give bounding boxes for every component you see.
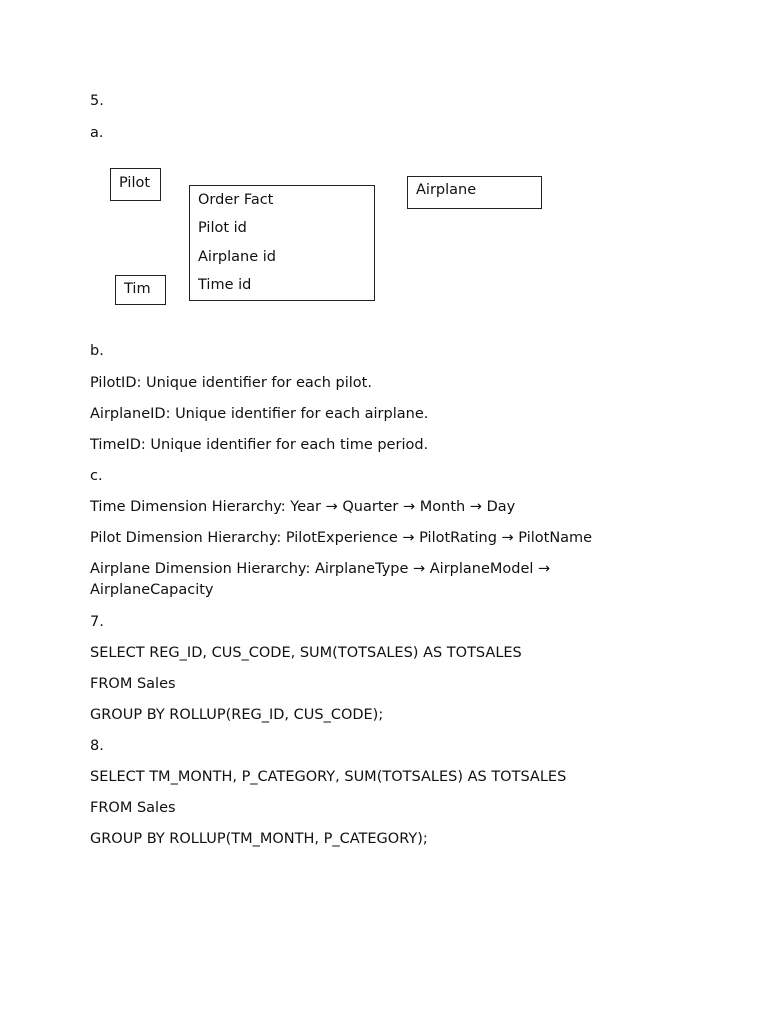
key-description-time: TimeID: Unique identifier for each time period. bbox=[90, 437, 429, 453]
time-dimension-box bbox=[115, 275, 166, 305]
q8-sql-from: FROM Sales bbox=[90, 800, 176, 816]
hierarchy-airplane-continued: AirplaneCapacity bbox=[90, 582, 214, 598]
part-b-label: b. bbox=[90, 343, 104, 359]
q7-sql-group-by: GROUP BY ROLLUP(REG_ID, CUS_CODE); bbox=[90, 707, 384, 723]
question-8-number: 8. bbox=[90, 738, 104, 754]
fact-field-airplane-id: Airplane id bbox=[198, 249, 276, 265]
hierarchy-pilot: Pilot Dimension Hierarchy: PilotExperience → PilotRating → PilotName bbox=[90, 530, 593, 546]
pilot-dimension-box bbox=[110, 168, 161, 201]
fact-field-pilot-id: Pilot id bbox=[198, 220, 247, 236]
airplane-dimension-label: Airplane bbox=[416, 182, 477, 198]
q7-sql-select: SELECT REG_ID, CUS_CODE, SUM(TOTSALES) AS TOTSALES bbox=[90, 645, 522, 661]
order-fact-box bbox=[189, 185, 375, 301]
part-a-label: a. bbox=[90, 125, 104, 141]
airplane-dimension-box bbox=[407, 176, 542, 209]
q7-sql-from: FROM Sales bbox=[90, 676, 176, 692]
time-dimension-label: Tim bbox=[124, 281, 151, 297]
fact-field-time-id: Time id bbox=[198, 277, 252, 293]
hierarchy-airplane: Airplane Dimension Hierarchy: AirplaneType → AirplaneModel → bbox=[90, 561, 551, 577]
question-7-number: 7. bbox=[90, 614, 104, 630]
order-fact-title: Order Fact bbox=[198, 192, 274, 208]
part-c-label: c. bbox=[90, 468, 103, 484]
q8-sql-select: SELECT TM_MONTH, P_CATEGORY, SUM(TOTSALES) AS TOTSALES bbox=[90, 769, 567, 785]
key-description-pilot: PilotID: Unique identifier for each pilot. bbox=[90, 375, 372, 391]
hierarchy-time: Time Dimension Hierarchy: Year → Quarter → Month → Day bbox=[90, 499, 516, 515]
question-5-number: 5. bbox=[90, 93, 104, 109]
q8-sql-group-by: GROUP BY ROLLUP(TM_MONTH, P_CATEGORY); bbox=[90, 831, 428, 847]
pilot-dimension-label: Pilot bbox=[119, 175, 151, 191]
key-description-airplane: AirplaneID: Unique identifier for each airplane. bbox=[90, 406, 429, 422]
